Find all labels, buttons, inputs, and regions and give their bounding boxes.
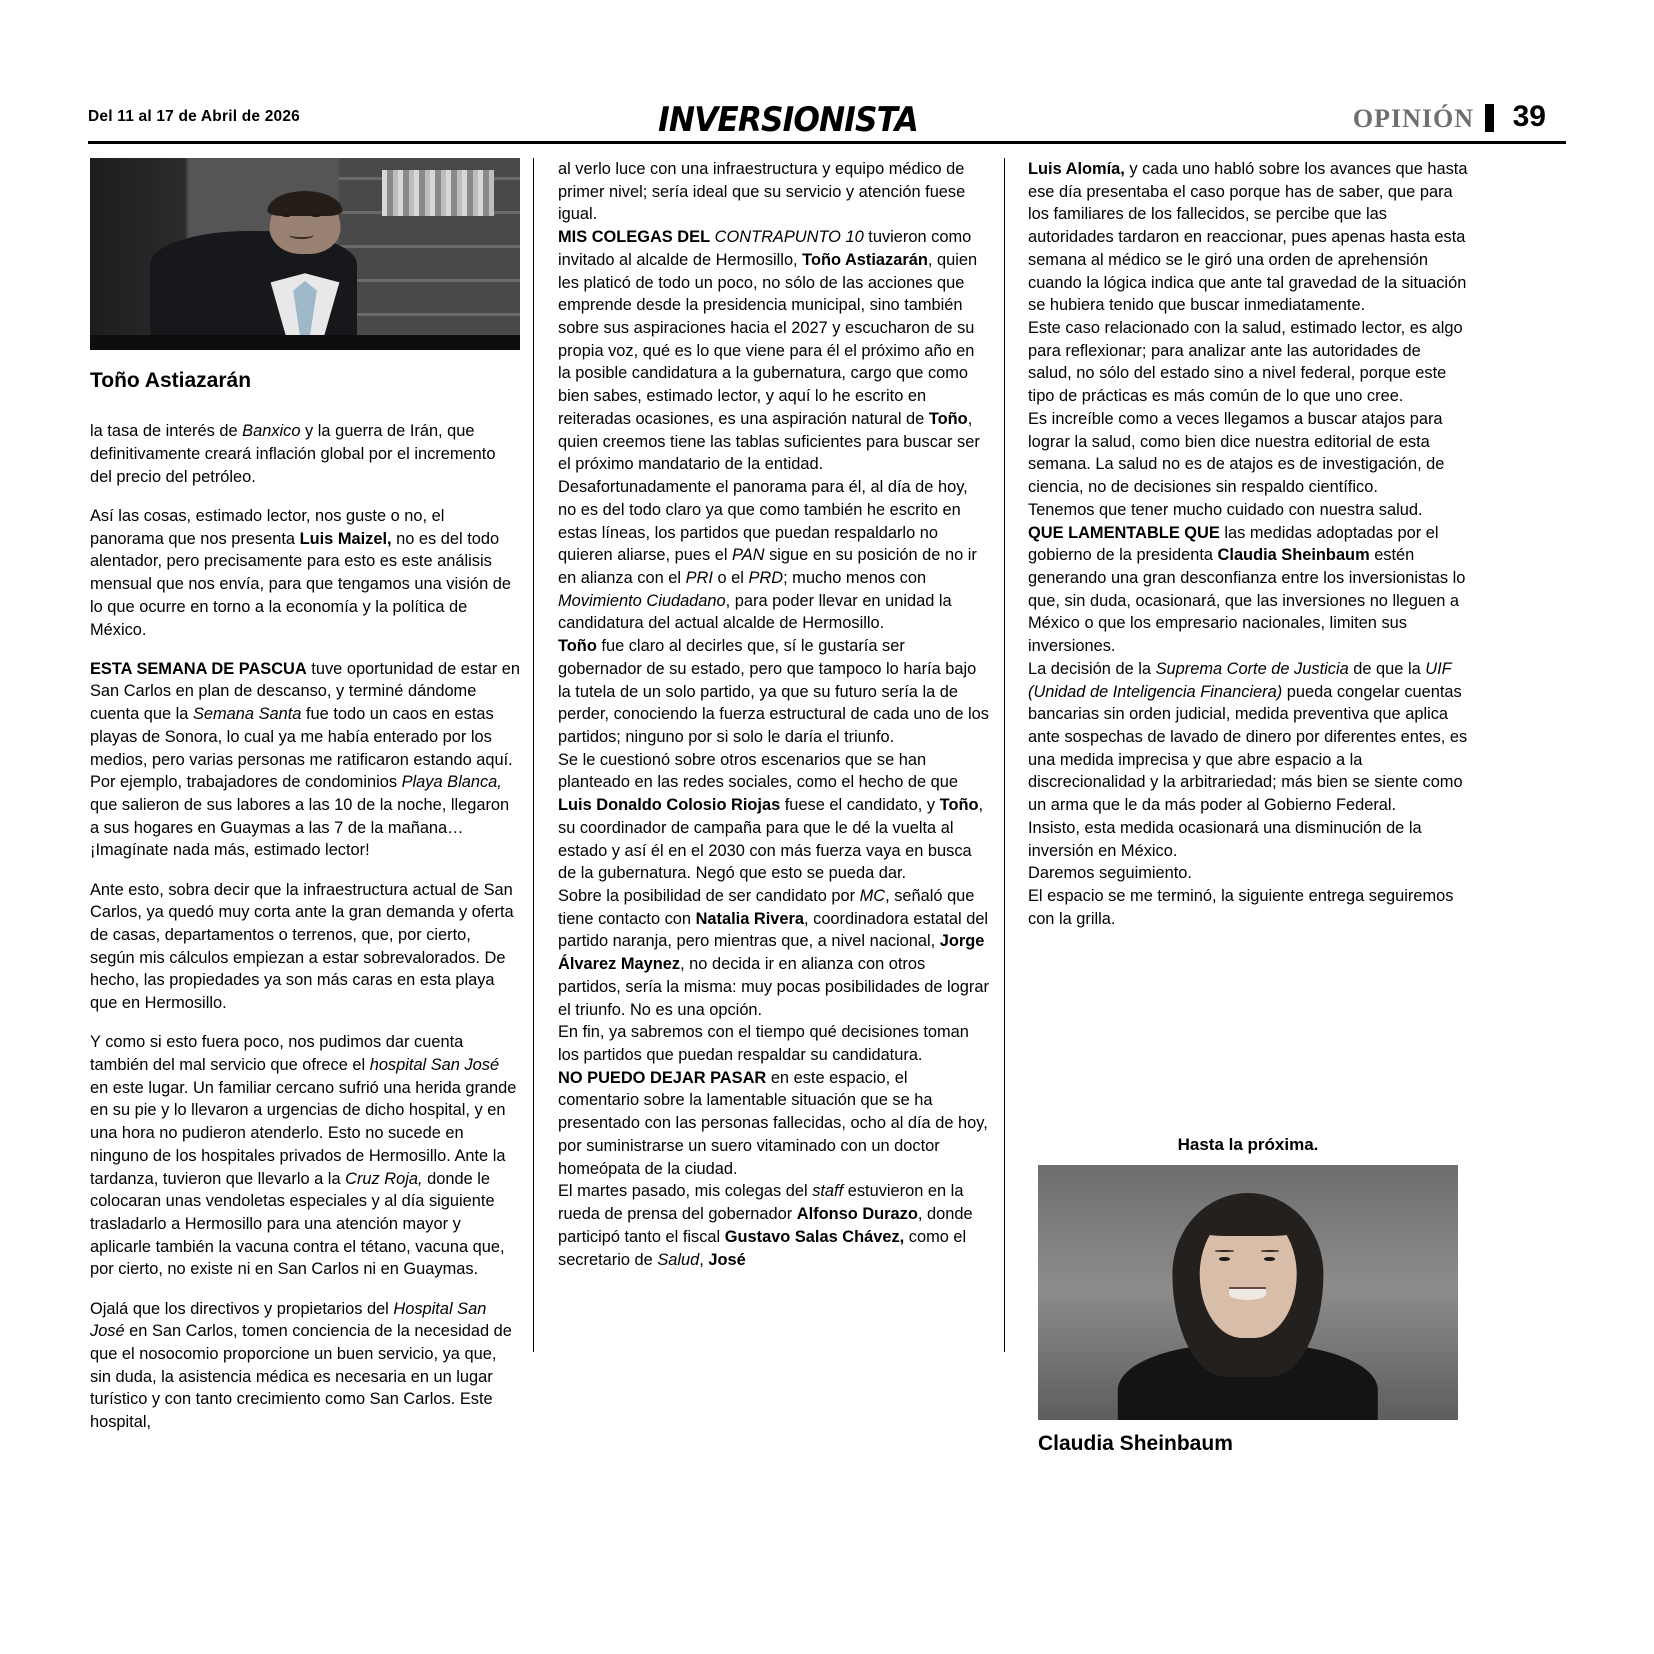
header-rule <box>88 141 1566 144</box>
paragraph: ESTA SEMANA DE PASCUA tuve oportunidad de estar en San Carlos en plan de descanso, y terminé dándome cuenta que la Semana Santa fue todo un caos en estas playas de Sonora, lo cual ya me había enterado por los medios, pero varias personas me ratificaron estando aquí. Por ejemplo, trabajadores de condominios Playa Blanca, que salieron de sus labores a las 10 de la noche, llegaron a sus hogares en Guaymas a las 7 de la mañana…¡Imagínate nada más, estimado lector! <box>90 659 520 860</box>
eye-right <box>1264 1257 1275 1261</box>
paragraph: al verlo luce con una infraestructura y equipo médico de primer nivel; sería ideal que su servicio y atención fuese igual. <box>558 160 966 224</box>
eyebrow-left <box>1215 1250 1233 1252</box>
paragraph: Ante esto, sobra decir que la infraestructura actual de San Carlos, ya quedó muy corta ante la gran demanda y oferta de casas, departamentos o terrenos, que, por cierto, según mis cálculos empiezan a estar sobrevalorados. De hecho, las propiedades ya son más caras en esta playa que en Hermosillo. <box>90 880 514 1013</box>
eye-left <box>1219 1257 1230 1261</box>
paragraph: Sobre la posibilidad de ser candidato por MC, señaló que tiene contacto con Natalia Rivera, coordinadora estatal del partido naranja, pero mientras que, a nivel nacional, Jorge Álvarez Maynez, no decida ir en alianza con otros partidos, sería la misma: muy pocas posibilidades de lograr el triunfo. No es una opción. <box>558 887 989 1019</box>
signoff-text: Hasta la próxima. <box>1177 1135 1319 1154</box>
paragraph: La decisión de la Suprema Corte de Justicia de que la UIF (Unidad de Inteligencia Financiera) pueda congelar cuentas bancarias sin orden judicial, medida preventiva que aplica ante sospechas de lavado de dinero por diferentes entes, es una medida imprecisa y que abre espacio a la discrecionalidad y la arbitrariedad; más bien se siente como un arma que le da más poder al Gobierno Federal. <box>1028 659 1468 815</box>
eye-right <box>311 214 320 217</box>
paragraph: Se le cuestionó sobre otros escenarios que se han planteado en las redes sociales, como el hecho de que Luis Donaldo Colosio Riojas fuese el candidato, y Toño, su coordinador de campaña para que le dé la vuelta al estado y así él en el 2030 con más fuerza vaya en busca de la gubernatura. Negó que esto se pueda dar. <box>558 750 984 883</box>
paragraph: Desafortunadamente el panorama para él, al día de hoy, no es del todo claro ya que como también he escrito en estas líneas, los partidos que puedan respaldarlo no quieren aliarse, pues el PAN sigue en su posición de no ir en alianza con el PRI o el PRD; mucho menos con Movimiento Ciudadano, para poder llevar en unidad la candidatura del actual alcalde de Hermosillo. <box>558 478 977 633</box>
article-column-3 <box>1028 158 1468 930</box>
hair <box>267 191 342 216</box>
photo-caption-top: Toño Astiazarán <box>90 369 252 392</box>
toño-astiazaran-photo <box>90 158 520 350</box>
column-divider-1 <box>533 158 534 1352</box>
paragraph: El espacio se me terminó, la siguiente entrega seguiremos con la grilla. <box>1028 887 1454 928</box>
section-title: OPINIÓN <box>1352 104 1474 133</box>
publication-logo: INVERSIONISTA <box>658 100 918 140</box>
column-divider-2 <box>1004 158 1005 1352</box>
paragraph: El martes pasado, mis colegas del staff estuvieron en la rueda de prensa del gobernador Alfonso Durazo, donde participó tanto el fiscal Gustavo Salas Chávez, como el secretario de Salud, José <box>558 1182 973 1269</box>
desk <box>90 335 520 350</box>
paragraph: la tasa de interés de Banxico y la guerra de Irán, que definitivamente creará inflación global por el incremento del precio del petróleo. <box>90 422 496 486</box>
paragraph: Insisto, esta medida ocasionará una disminución de la inversión en México. <box>1028 818 1422 860</box>
paragraph: Este caso relacionado con la salud, estimado lector, es algo para reflexionar; para analizar ante las autoridades de salud, no sólo del estado sino a nivel federal, porque este tipo de prácticas es más común de lo que uno cree. <box>1028 319 1463 406</box>
paragraph: Así las cosas, estimado lector, nos guste o no, el panorama que nos presenta Luis Maizel, no es del todo alentador, pero precisamente para esto es este análisis mensual que nos envía, para que tengamos una visión de lo que ocurre en torno a la economía y la política de México. <box>90 506 511 639</box>
paragraph: En fin, ya sabremos con el tiempo qué decisiones toman los partidos que puedan respaldar su candidatura. <box>558 1023 969 1065</box>
paragraph: MIS COLEGAS DEL CONTRAPUNTO 10 tuvieron como invitado al alcalde de Hermosillo, Toño Astiazarán, quien les platicó de todo un poco, no sólo de las acciones que emprende desde la presidencia municipal, sino también sobre sus aspiraciones hacia el 2027 y escucharon de su propia voz, qué es lo que viene para él el próximo año en la posible candidatura a la gubernatura, cargo que como bien sabes, estimado lector, y aquí lo he escrito en reiteradas ocasiones, es una aspiración natural de Toño, quien creemos tiene las tablas suficientes para buscar ser el próximo mandatario de la entidad. <box>558 228 980 474</box>
paragraph: Toño fue claro al decirles que, sí le gustaría ser gobernador de su estado, pero que tampoco lo haría bajo la tutela de un solo partido, ya que su futuro sería la de perder, conociendo la fuerza estructural de cada uno de los partidos; ninguno por si solo le daría el triunfo. <box>558 637 989 746</box>
article-column-2 <box>558 158 990 1271</box>
paragraph: NO PUEDO DEJAR PASAR en este espacio, el comentario sobre la lamentable situación que se ha presentado con las personas fallecidas, ocho al día de hoy, por suministrarse un suero vitaminado con un doctor homeópata de la ciudad. <box>558 1068 988 1178</box>
eyebrow-right <box>1261 1250 1279 1252</box>
eye-left <box>282 214 291 217</box>
article-column-1 <box>90 404 520 1450</box>
issue-date: Del 11 al 17 de Abril de 2026 <box>88 108 301 125</box>
paragraph: Ojalá que los directivos y propietarios del Hospital San José en San Carlos, tomen conciencia de la necesidad de que el nosocomio proporcione un buen servicio, ya que, sin duda, la asistencia médica es necesaria en un lugar turístico y con tanto crecimiento como San Carlos. Este hospital, <box>90 1299 512 1432</box>
paragraph: Es increíble como a veces llegamos a buscar atajos para lograr la salud, como bien dice nuestra editorial de esta semana. La salud no es de atajos es de investigación, de ciencia, no de decisiones sin respaldo científico. <box>1028 409 1445 497</box>
books-detail <box>382 170 494 216</box>
mouth <box>1229 1287 1267 1299</box>
paragraph: Y como si esto fuera poco, nos pudimos dar cuenta también del mal servicio que ofrece el hospital San José en este lugar. Un familiar cercano sufrió una herida grande en su pie y lo llevaron a urgencias de dicho hospital, y en una hora no pudieron atenderlo. Esto no sucede en ninguno de los hospitales privados de Hermosillo. Ante la tardanza, tuvieron que llevarlo a la Cruz Roja, donde le colocaran unas vendoletas especiales y al día siguiente trasladarlo a Hermosillo para una atención mayor y aplicarle también la vacuna contra el tétano, vacuna que, por cierto, no existe ni en San Carlos ni en Guaymas. <box>90 1033 517 1279</box>
section-divider-bar <box>1485 104 1494 132</box>
page-masthead <box>88 100 1566 142</box>
paragraph: QUE LAMENTABLE QUE las medidas adoptadas por el gobierno de la presidenta Claudia Sheinbaum estén generando una gran desconfianza entre los inversionistas lo que, sin duda, ocasionará, que las inversiones no lleguen a México o que los empresario nacionales, limiten sus inversiones. <box>1028 523 1466 656</box>
claudia-sheinbaum-photo <box>1038 1165 1458 1420</box>
paragraph: Daremos seguimiento. <box>1028 864 1192 883</box>
paragraph: Luis Alomía, y cada uno habló sobre los avances que hasta ese día presentaba el caso porque has de saber, que para los familiares de los fallecidos, se percibe que las autoridades tardaron en reaccionar, pues apenas hasta esta semana al médico se le giró una orden de aprehensión cuando la lógica indica que ante tal gravedad de la situación se hubiera tenido que buscar inmediatamente. <box>1028 160 1468 315</box>
photo-caption-bottom: Claudia Sheinbaum <box>1038 1432 1233 1455</box>
portrait-illustration <box>1038 1165 1458 1420</box>
page-number: 39 <box>1512 100 1546 133</box>
portrait-illustration <box>90 158 520 350</box>
paragraph: Tenemos que tener mucho cuidado con nuestra salud. <box>1028 500 1423 519</box>
